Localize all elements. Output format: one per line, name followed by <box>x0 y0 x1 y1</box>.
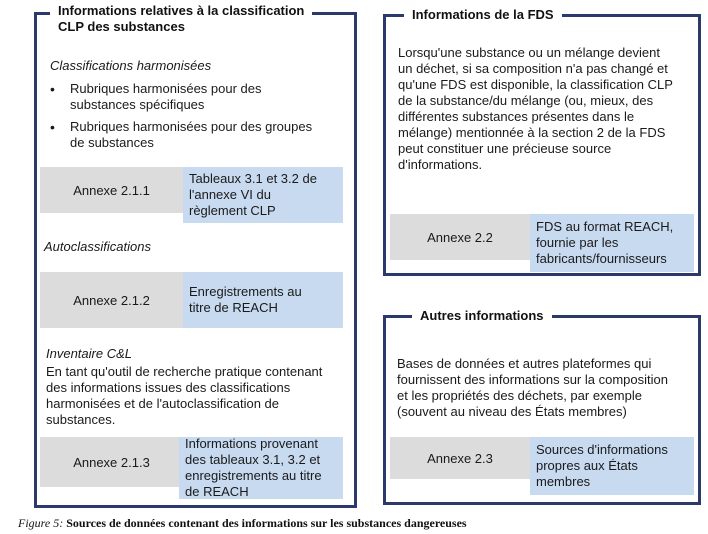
self-classification-heading: Autoclassifications <box>44 239 151 254</box>
bullet-1-text: Rubriques harmonisées pour des substances spécifiques <box>70 81 262 112</box>
annex-2-2-description: FDS au format REACH, fournie par les fabricants/fournisseurs <box>530 214 694 272</box>
harmonised-heading: Classifications harmonisées <box>50 58 212 73</box>
figure-caption-text: Sources de données contenant des informations sur les substances dangereuses <box>66 516 467 530</box>
annex-2-3-label: Annexe 2.3 <box>390 437 530 479</box>
annex-2-1-2-description: Enregistrements au titre de REACH <box>183 272 343 328</box>
annex-2-1-1-description: Tableaux 3.1 et 3.2 de l'annexe VI du règlement CLP <box>183 167 343 223</box>
inventory-description: En tant qu'outil de recherche pratique contenant des informations issues des classifications harmonisées et de l'autoclassification de substances. <box>46 364 323 427</box>
figure-caption-label: Figure 5: <box>18 516 64 530</box>
bullet-dot-1: • <box>50 81 55 97</box>
other-info-body: Bases de données et autres plateformes qui fournissent des informations sur la composition et les propriétés des déchets, par exemple (souvent au niveau des États membres) <box>397 356 668 419</box>
annex-2-1-1-label: Annexe 2.1.1 <box>40 167 183 213</box>
inventory-heading: Inventaire C&L <box>46 346 132 361</box>
annex-2-3-description: Sources d'informations propres aux États membres <box>530 437 694 495</box>
bullet-dot-2: • <box>50 119 55 135</box>
figure-caption <box>18 516 467 531</box>
annex-2-1-3-description: Informations provenant des tableaux 3.1, 3.2 et enregistrements au titre de REACH <box>179 437 343 499</box>
annex-2-1-3-label: Annexe 2.1.3 <box>40 437 183 487</box>
fds-body: Lorsqu'une substance ou un mélange devient un déchet, si sa composition n'a pas changé et qu'une FDS est disponible, la classification CLP de la substance/du mélange (ou, mieux, des différentes substances présentes dans le mélange) mentionnée à la section 2 de la FDS peut constituer une précieuse source d'informations. <box>398 45 673 172</box>
annex-2-1-2-label: Annexe 2.1.2 <box>40 272 183 328</box>
fds-panel-title: Informations de la FDS <box>404 7 562 23</box>
clp-panel-title: Informations relatives à la classification CLP des substances <box>50 3 312 35</box>
annex-2-2-label: Annexe 2.2 <box>390 214 530 260</box>
other-info-panel-title: Autres informations <box>412 308 552 324</box>
bullet-2-text: Rubriques harmonisées pour des groupes de substances <box>70 119 313 150</box>
